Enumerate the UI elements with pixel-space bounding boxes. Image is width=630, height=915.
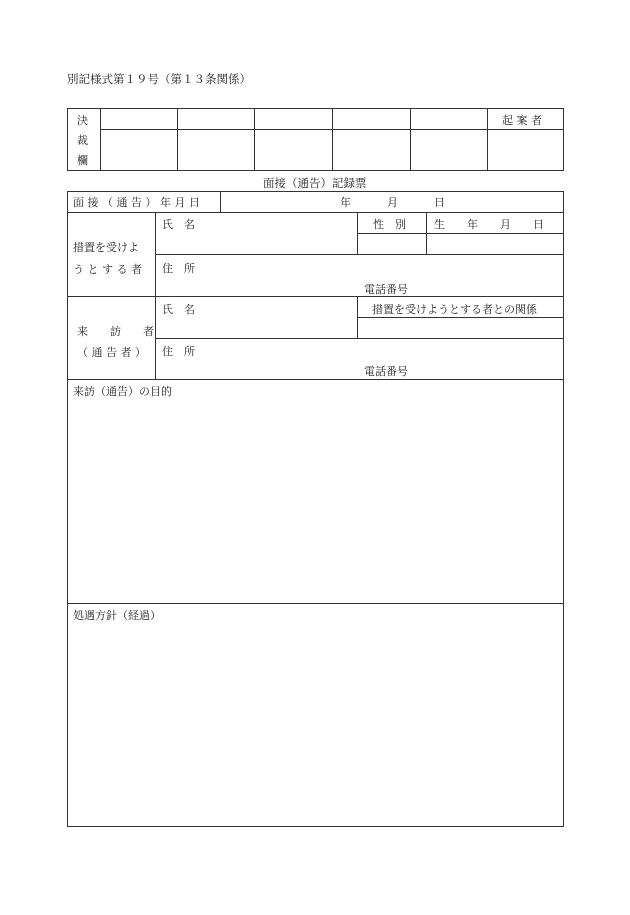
approval-stamp-cell[interactable]: [333, 130, 410, 170]
subject-label: う と す る 者: [73, 263, 142, 276]
purpose-textarea[interactable]: [68, 400, 563, 602]
visitor-label: （ 通 告 者 ）: [77, 346, 146, 359]
subject-phone-label: 電話番号: [364, 283, 408, 296]
subject-label: 措置を受けよ: [73, 241, 139, 254]
subject-name-label: 氏 名: [162, 218, 195, 231]
visitor-label: 来 訪 者: [77, 325, 154, 338]
drafter-stamp-cell[interactable]: [488, 130, 563, 170]
subject-phone-field[interactable]: [420, 282, 562, 295]
visitor-address-field[interactable]: [210, 340, 562, 364]
visitor-phone-field[interactable]: [420, 365, 562, 378]
visitor-name-field[interactable]: [156, 318, 357, 338]
record-title: 面接（通告）記録票: [263, 176, 367, 190]
approval-label-char: 決: [77, 114, 88, 127]
subject-gender-field[interactable]: [358, 234, 426, 254]
form-label: 別記様式第１９号（第１３条関係）: [67, 72, 251, 86]
approval-stamp-cell[interactable]: [255, 130, 332, 170]
purpose-label: 来訪（通告）の目的: [73, 385, 172, 398]
approval-stamp-cell[interactable]: [178, 130, 254, 170]
policy-label: 処遇方針（経過）: [73, 609, 161, 622]
day-label: 日: [434, 196, 445, 209]
approval-stamp-cell[interactable]: [101, 130, 177, 170]
subject-name-field[interactable]: [156, 234, 357, 254]
month-label: 月: [387, 196, 398, 209]
approval-label-char: 欄: [77, 154, 88, 167]
subject-address-label: 住 所: [162, 262, 195, 275]
visitor-relation-field[interactable]: [358, 318, 563, 338]
interview-date-label: 面 接 （ 通 告 ） 年 月 日: [73, 196, 200, 209]
visitor-address-label: 住 所: [162, 345, 195, 358]
visitor-name-label: 氏 名: [162, 303, 195, 316]
interview-date-field[interactable]: [221, 192, 563, 212]
subject-address-field[interactable]: [210, 256, 562, 281]
year-label: 年: [340, 196, 351, 209]
approval-label-char: 裁: [77, 134, 88, 147]
subject-birth-label: 生 年 月 日: [434, 218, 544, 231]
visitor-phone-label: 電話番号: [364, 365, 408, 378]
policy-textarea[interactable]: [68, 624, 563, 825]
drafter-label: 起 案 者: [502, 114, 542, 127]
subject-birth-field[interactable]: [427, 234, 563, 254]
approval-stamp-cell[interactable]: [411, 130, 487, 170]
subject-gender-label: 性 別: [373, 218, 406, 231]
visitor-relation-label: 措置を受けようとする者との関係: [372, 303, 537, 316]
